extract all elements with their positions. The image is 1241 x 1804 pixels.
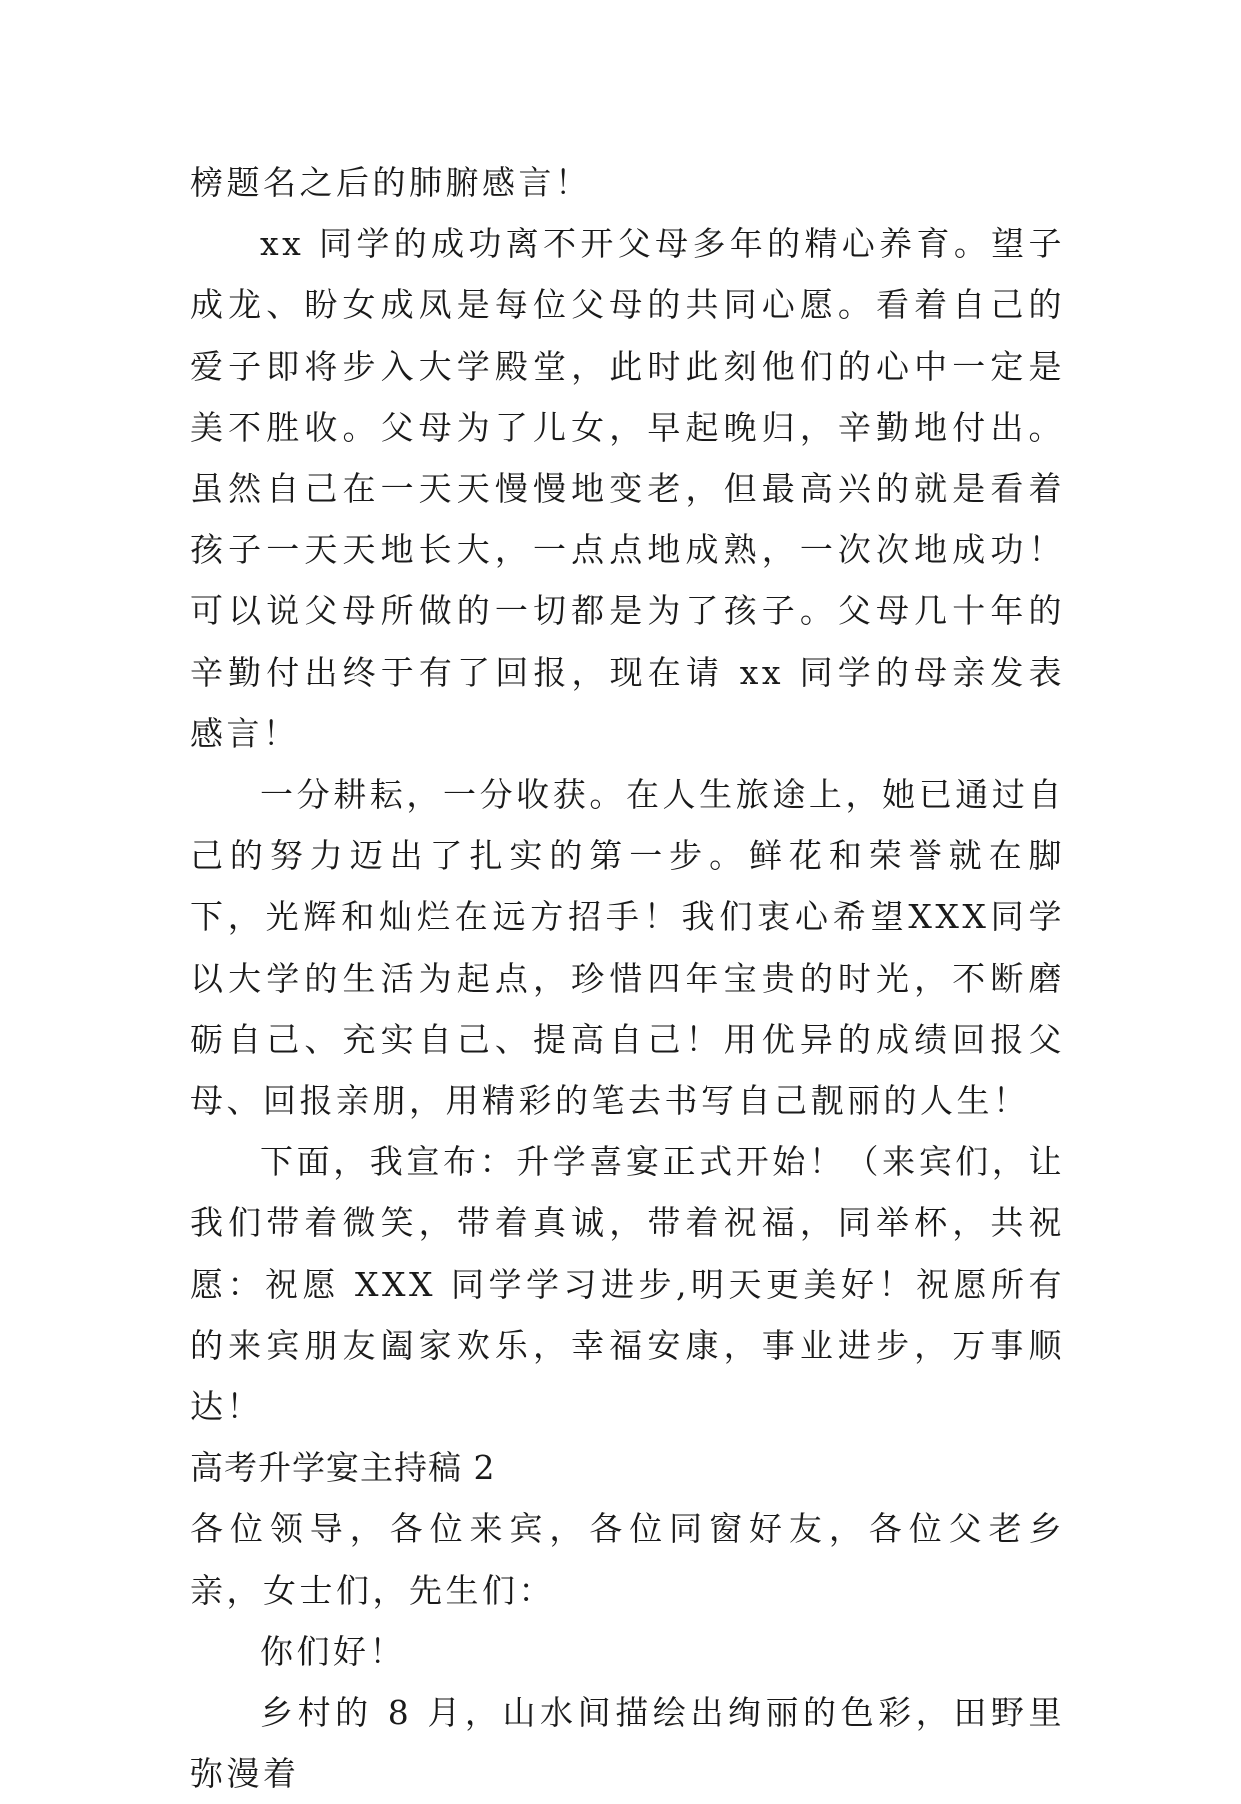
paragraph-closing-line: 榜题名之后的肺腑感言！	[190, 163, 592, 202]
paragraph-hello: 你们好！	[260, 1631, 406, 1671]
document-body	[190, 152, 1065, 1804]
paragraph-village: 乡村的 8 月，山水间描绘出绚丽的色彩，田野里弥漫着	[190, 1693, 1065, 1794]
paragraph-wishes: 一分耕耘，一分收获。在人生旅途上，她已通过自己的努力迈出了扎实的第一步。鲜花和荣誉就在脚下，光辉和灿烂在远方招手！我们衷心希望XXX同学以大学的生活为起点，珍惜四年宝贵的时光，不断磨砺自己、充实自己、提高自己！用优异的成绩回报父母、回报亲朋，用精彩的笔去书写自己靓丽的人生！	[190, 775, 1065, 1121]
section-heading: 高考升学宴主持稿 2	[190, 1448, 496, 1488]
paragraph-announcement: 下面，我宣布：升学喜宴正式开始！（来宾们，让我们带着微笑，带着真诚，带着祝福，同举杯，共祝愿：祝愿 XXX 同学学习进步,明天更美好！祝愿所有的来宾朋友阖家欢乐，幸福安康，事业进步，万事顺达！	[190, 1142, 1065, 1427]
paragraph-greeting: 各位领导，各位来宾，各位同窗好友，各位父老乡亲，女士们，先生们：	[190, 1509, 1065, 1610]
paragraph-parents: xx 同学的成功离不开父母多年的精心养育。望子成龙、盼女成凤是每位父母的共同心愿。看着自己的爱子即将步入大学殿堂，此时此刻他们的心中一定是美不胜收。父母为了儿女，早起晚归，辛勤地付出。虽然自己在一天天慢慢地变老，但最高兴的就是看着孩子一天天地长大，一点点地成熟，一次次地成功！可以说父母所做的一切都是为了孩子。父母几十年的辛勤付出终于有了回报，现在请 xx 同学的母亲发表感言！	[190, 224, 1065, 753]
